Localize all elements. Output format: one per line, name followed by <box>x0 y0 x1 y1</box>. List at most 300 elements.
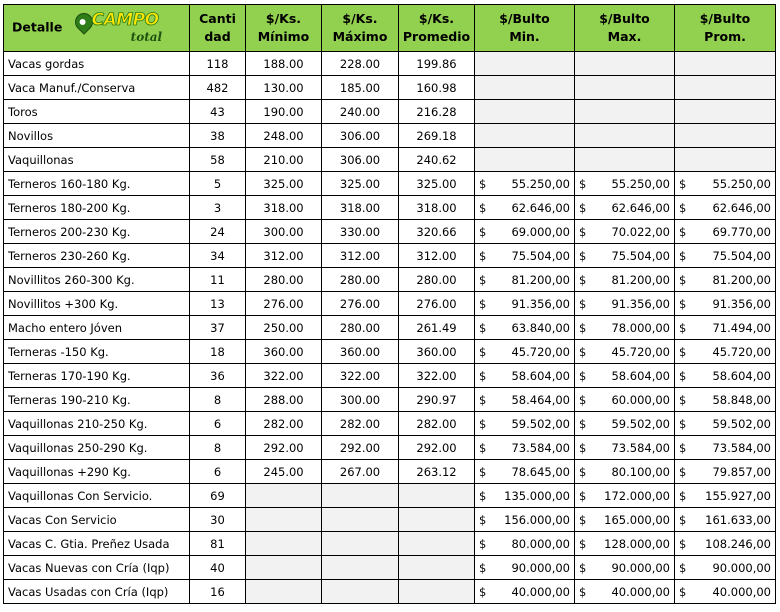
money-value: 45.720,00 <box>511 344 570 359</box>
cell-detalle: Vacas C. Gtia. Preñez Usada <box>4 532 190 556</box>
cell-bulto-min <box>475 172 575 196</box>
table-row <box>4 100 776 124</box>
cell-bulto-prom <box>675 364 776 388</box>
cell-bulto-max <box>575 52 675 76</box>
cell-ks-min: 288.00 <box>246 388 322 412</box>
money-value: 81.200,00 <box>511 272 570 287</box>
money-value: 91.356,00 <box>511 296 570 311</box>
money-value: 40.000,00 <box>611 584 670 599</box>
cell-bulto-max <box>575 388 675 412</box>
table-body <box>4 52 776 604</box>
money-value: 81.200,00 <box>712 272 771 287</box>
cell-cantidad: 58 <box>190 148 246 172</box>
cell-bulto-max <box>575 100 675 124</box>
cell-bulto-max <box>575 460 675 484</box>
money-value: 40.000,00 <box>712 584 771 599</box>
money-value: 58.604,00 <box>712 368 771 383</box>
cell-cantidad: 30 <box>190 508 246 532</box>
cell-bulto-prom <box>675 52 776 76</box>
money-value: 161.633,00 <box>705 512 771 527</box>
cell-ks-prom <box>399 532 475 556</box>
cell-bulto-min <box>475 196 575 220</box>
cell-ks-max: 280.00 <box>322 316 399 340</box>
money-value: 90.000,00 <box>611 560 670 575</box>
currency-symbol: $ <box>579 248 587 263</box>
money-value: 80.100,00 <box>611 464 670 479</box>
table-row <box>4 148 776 172</box>
cell-cantidad: 24 <box>190 220 246 244</box>
table-row <box>4 532 776 556</box>
cell-ks-max: 360.00 <box>322 340 399 364</box>
table-row <box>4 556 776 580</box>
currency-symbol: $ <box>479 272 487 287</box>
cell-ks-max: 267.00 <box>322 460 399 484</box>
cell-ks-prom: 276.00 <box>399 292 475 316</box>
cell-ks-min <box>246 532 322 556</box>
cell-bulto-min <box>475 124 575 148</box>
cell-detalle: Terneras -150 Kg. <box>4 340 190 364</box>
money-value: 73.584,00 <box>511 440 570 455</box>
cell-bulto-min <box>475 268 575 292</box>
cell-bulto-max <box>575 532 675 556</box>
cell-detalle: Terneras 170-190 Kg. <box>4 364 190 388</box>
money-value: 91.356,00 <box>712 296 771 311</box>
cell-ks-min <box>246 580 322 604</box>
money-value: 135.000,00 <box>504 488 570 503</box>
money-value: 91.356,00 <box>611 296 670 311</box>
currency-symbol: $ <box>679 344 687 359</box>
cell-bulto-min <box>475 460 575 484</box>
currency-symbol: $ <box>679 176 687 191</box>
currency-symbol: $ <box>679 272 687 287</box>
cell-cantidad: 11 <box>190 268 246 292</box>
money-value: 55.250,00 <box>511 176 570 191</box>
cell-ks-prom <box>399 484 475 508</box>
cell-cantidad: 69 <box>190 484 246 508</box>
cell-ks-min: 130.00 <box>246 76 322 100</box>
cell-ks-max <box>322 484 399 508</box>
cell-bulto-min <box>475 292 575 316</box>
currency-symbol: $ <box>579 392 587 407</box>
cell-detalle: Vaquillonas 250-290 Kg. <box>4 436 190 460</box>
cell-bulto-prom <box>675 292 776 316</box>
cell-detalle: Vacas Usadas con Cría (Iqp) <box>4 580 190 604</box>
cell-ks-max <box>322 580 399 604</box>
money-value: 73.584,00 <box>712 440 771 455</box>
cell-ks-max: 306.00 <box>322 124 399 148</box>
currency-symbol: $ <box>679 200 687 215</box>
header-detalle-label: Detalle <box>12 19 63 35</box>
cell-bulto-prom <box>675 100 776 124</box>
cell-detalle: Vacas gordas <box>4 52 190 76</box>
currency-symbol: $ <box>679 488 687 503</box>
cell-ks-prom: 269.18 <box>399 124 475 148</box>
cell-cantidad: 13 <box>190 292 246 316</box>
cell-ks-min: 325.00 <box>246 172 322 196</box>
cell-cantidad: 5 <box>190 172 246 196</box>
cell-bulto-min <box>475 76 575 100</box>
price-table <box>3 4 776 604</box>
cell-ks-min: 282.00 <box>246 412 322 436</box>
cell-cantidad: 8 <box>190 388 246 412</box>
cell-bulto-prom <box>675 220 776 244</box>
cell-bulto-min <box>475 532 575 556</box>
cell-ks-min: 245.00 <box>246 460 322 484</box>
cell-bulto-min <box>475 412 575 436</box>
cell-bulto-prom <box>675 556 776 580</box>
header-ks-prom: $/Ks. Promedio <box>399 5 475 52</box>
cell-cantidad: 6 <box>190 460 246 484</box>
currency-symbol: $ <box>479 320 487 335</box>
cell-bulto-min <box>475 244 575 268</box>
cell-ks-min: 360.00 <box>246 340 322 364</box>
cell-ks-prom: 282.00 <box>399 412 475 436</box>
currency-symbol: $ <box>579 320 587 335</box>
cell-cantidad: 3 <box>190 196 246 220</box>
cell-bulto-min <box>475 364 575 388</box>
cell-bulto-prom <box>675 460 776 484</box>
cell-ks-max: 325.00 <box>322 172 399 196</box>
currency-symbol: $ <box>479 464 487 479</box>
cell-ks-prom: 360.00 <box>399 340 475 364</box>
cell-ks-max: 240.00 <box>322 100 399 124</box>
currency-symbol: $ <box>579 416 587 431</box>
cell-ks-prom: 240.62 <box>399 148 475 172</box>
currency-symbol: $ <box>579 488 587 503</box>
currency-symbol: $ <box>579 200 587 215</box>
currency-symbol: $ <box>679 296 687 311</box>
cell-bulto-max <box>575 316 675 340</box>
cell-bulto-max <box>575 484 675 508</box>
currency-symbol: $ <box>679 248 687 263</box>
table-row <box>4 412 776 436</box>
cell-ks-min: 300.00 <box>246 220 322 244</box>
cell-bulto-max <box>575 172 675 196</box>
cell-cantidad: 34 <box>190 244 246 268</box>
cell-cantidad: 16 <box>190 580 246 604</box>
table-row <box>4 292 776 316</box>
currency-symbol: $ <box>679 584 687 599</box>
cell-bulto-max <box>575 148 675 172</box>
money-value: 71.494,00 <box>712 320 771 335</box>
cell-bulto-prom <box>675 172 776 196</box>
money-value: 90.000,00 <box>712 560 771 575</box>
currency-symbol: $ <box>679 440 687 455</box>
header-detalle <box>4 5 190 52</box>
money-value: 69.000,00 <box>511 224 570 239</box>
cell-cantidad: 118 <box>190 52 246 76</box>
cell-ks-prom: 322.00 <box>399 364 475 388</box>
currency-symbol: $ <box>679 464 687 479</box>
header-cantidad: Canti dad <box>190 5 246 52</box>
cell-bulto-min <box>475 388 575 412</box>
currency-symbol: $ <box>479 512 487 527</box>
money-value: 78.000,00 <box>611 320 670 335</box>
cell-detalle: Novillitos 260-300 Kg. <box>4 268 190 292</box>
money-value: 90.000,00 <box>511 560 570 575</box>
currency-symbol: $ <box>579 464 587 479</box>
currency-symbol: $ <box>479 392 487 407</box>
cell-detalle: Terneros 180-200 Kg. <box>4 196 190 220</box>
cell-bulto-max <box>575 220 675 244</box>
cell-ks-min: 190.00 <box>246 100 322 124</box>
currency-symbol: $ <box>579 296 587 311</box>
cell-bulto-max <box>575 124 675 148</box>
currency-symbol: $ <box>479 440 487 455</box>
money-value: 59.502,00 <box>611 416 670 431</box>
currency-symbol: $ <box>679 512 687 527</box>
cell-ks-prom: 325.00 <box>399 172 475 196</box>
header-ks-max: $/Ks. Máximo <box>322 5 399 52</box>
currency-symbol: $ <box>479 176 487 191</box>
cell-ks-prom: 312.00 <box>399 244 475 268</box>
cell-bulto-prom <box>675 436 776 460</box>
cell-ks-min: 210.00 <box>246 148 322 172</box>
cell-bulto-prom <box>675 580 776 604</box>
cell-bulto-min <box>475 436 575 460</box>
money-value: 172.000,00 <box>604 488 670 503</box>
money-value: 78.645,00 <box>511 464 570 479</box>
cell-detalle: Vaca Manuf./Conserva <box>4 76 190 100</box>
table-row <box>4 52 776 76</box>
cell-bulto-prom <box>675 340 776 364</box>
currency-symbol: $ <box>479 248 487 263</box>
cell-ks-prom: 320.66 <box>399 220 475 244</box>
cell-ks-min: 318.00 <box>246 196 322 220</box>
currency-symbol: $ <box>579 584 587 599</box>
money-value: 75.504,00 <box>611 248 670 263</box>
table-row <box>4 244 776 268</box>
currency-symbol: $ <box>479 536 487 551</box>
cell-ks-prom: 216.28 <box>399 100 475 124</box>
cell-ks-prom: 263.12 <box>399 460 475 484</box>
money-value: 45.720,00 <box>712 344 771 359</box>
cell-ks-max <box>322 532 399 556</box>
currency-symbol: $ <box>479 200 487 215</box>
cell-detalle: Vaquillonas Con Servicio. <box>4 484 190 508</box>
money-value: 73.584,00 <box>611 440 670 455</box>
cell-bulto-max <box>575 556 675 580</box>
money-value: 80.000,00 <box>511 536 570 551</box>
currency-symbol: $ <box>679 392 687 407</box>
campo-total-logo <box>75 11 167 45</box>
cell-ks-prom: 280.00 <box>399 268 475 292</box>
cell-ks-prom: 160.98 <box>399 76 475 100</box>
cell-ks-prom <box>399 556 475 580</box>
money-value: 70.022,00 <box>611 224 670 239</box>
cell-bulto-max <box>575 268 675 292</box>
cell-detalle: Terneros 160-180 Kg. <box>4 172 190 196</box>
table-row <box>4 316 776 340</box>
cell-cantidad: 36 <box>190 364 246 388</box>
cell-bulto-prom <box>675 268 776 292</box>
money-value: 63.840,00 <box>511 320 570 335</box>
cell-ks-max: 276.00 <box>322 292 399 316</box>
currency-symbol: $ <box>479 344 487 359</box>
currency-symbol: $ <box>579 440 587 455</box>
cell-ks-min: 312.00 <box>246 244 322 268</box>
money-value: 59.502,00 <box>511 416 570 431</box>
cell-ks-prom: 290.97 <box>399 388 475 412</box>
currency-symbol: $ <box>579 536 587 551</box>
cell-bulto-min <box>475 484 575 508</box>
cell-bulto-max <box>575 436 675 460</box>
cell-bulto-min <box>475 148 575 172</box>
currency-symbol: $ <box>479 224 487 239</box>
cell-detalle: Terneros 230-260 Kg. <box>4 244 190 268</box>
table-row <box>4 196 776 220</box>
cell-cantidad: 18 <box>190 340 246 364</box>
cell-cantidad: 8 <box>190 436 246 460</box>
money-value: 58.604,00 <box>611 368 670 383</box>
cell-detalle: Toros <box>4 100 190 124</box>
currency-symbol: $ <box>579 512 587 527</box>
money-value: 156.000,00 <box>504 512 570 527</box>
cell-bulto-max <box>575 76 675 100</box>
currency-symbol: $ <box>679 536 687 551</box>
cell-cantidad: 38 <box>190 124 246 148</box>
cell-detalle: Terneros 200-230 Kg. <box>4 220 190 244</box>
money-value: 58.848,00 <box>712 392 771 407</box>
cell-detalle: Novillos <box>4 124 190 148</box>
table-row <box>4 364 776 388</box>
cell-cantidad: 40 <box>190 556 246 580</box>
cell-detalle: Vaquillonas 210-250 Kg. <box>4 412 190 436</box>
currency-symbol: $ <box>479 296 487 311</box>
cell-bulto-min <box>475 100 575 124</box>
table-row <box>4 124 776 148</box>
money-value: 58.464,00 <box>511 392 570 407</box>
money-value: 155.927,00 <box>705 488 771 503</box>
cell-detalle: Terneras 190-210 Kg. <box>4 388 190 412</box>
cell-bulto-min <box>475 220 575 244</box>
currency-symbol: $ <box>679 560 687 575</box>
cell-bulto-max <box>575 580 675 604</box>
money-value: 75.504,00 <box>712 248 771 263</box>
cell-detalle: Vacas Nuevas con Cría (Iqp) <box>4 556 190 580</box>
cell-detalle: Vaquillonas +290 Kg. <box>4 460 190 484</box>
currency-symbol: $ <box>479 368 487 383</box>
cell-bulto-prom <box>675 508 776 532</box>
cell-ks-max: 292.00 <box>322 436 399 460</box>
cell-bulto-prom <box>675 244 776 268</box>
cell-ks-min: 250.00 <box>246 316 322 340</box>
table-row <box>4 172 776 196</box>
cell-bulto-max <box>575 244 675 268</box>
cell-detalle: Vaquillonas <box>4 148 190 172</box>
table-row <box>4 340 776 364</box>
cell-ks-max: 306.00 <box>322 148 399 172</box>
table-row <box>4 436 776 460</box>
table-row <box>4 460 776 484</box>
money-value: 45.720,00 <box>611 344 670 359</box>
cell-ks-max: 330.00 <box>322 220 399 244</box>
table-row <box>4 484 776 508</box>
cell-ks-min: 280.00 <box>246 268 322 292</box>
money-value: 59.502,00 <box>712 416 771 431</box>
cell-cantidad: 43 <box>190 100 246 124</box>
money-value: 108.246,00 <box>705 536 771 551</box>
cell-cantidad: 37 <box>190 316 246 340</box>
cell-ks-max: 185.00 <box>322 76 399 100</box>
currency-symbol: $ <box>479 416 487 431</box>
currency-symbol: $ <box>579 272 587 287</box>
header-ks-min: $/Ks. Mínimo <box>246 5 322 52</box>
cell-ks-min: 188.00 <box>246 52 322 76</box>
currency-symbol: $ <box>579 224 587 239</box>
currency-symbol: $ <box>579 344 587 359</box>
money-value: 60.000,00 <box>611 392 670 407</box>
cell-ks-min <box>246 556 322 580</box>
cell-bulto-prom <box>675 484 776 508</box>
logo-text-campo: CAMPO <box>91 10 159 30</box>
currency-symbol: $ <box>679 368 687 383</box>
cell-ks-min: 276.00 <box>246 292 322 316</box>
money-value: 40.000,00 <box>511 584 570 599</box>
cell-ks-prom: 292.00 <box>399 436 475 460</box>
table-row <box>4 76 776 100</box>
cell-ks-max: 318.00 <box>322 196 399 220</box>
currency-symbol: $ <box>579 560 587 575</box>
cell-bulto-max <box>575 292 675 316</box>
price-report <box>3 4 776 604</box>
cell-bulto-min <box>475 52 575 76</box>
currency-symbol: $ <box>679 320 687 335</box>
header-bulto-prom: $/Bulto Prom. <box>675 5 776 52</box>
cell-ks-min <box>246 484 322 508</box>
currency-symbol: $ <box>479 560 487 575</box>
cell-ks-prom <box>399 580 475 604</box>
cell-bulto-min <box>475 340 575 364</box>
cell-bulto-prom <box>675 388 776 412</box>
money-value: 79.857,00 <box>712 464 771 479</box>
cell-ks-min <box>246 508 322 532</box>
money-value: 75.504,00 <box>511 248 570 263</box>
money-value: 58.604,00 <box>511 368 570 383</box>
currency-symbol: $ <box>579 176 587 191</box>
cell-bulto-min <box>475 316 575 340</box>
currency-symbol: $ <box>679 224 687 239</box>
table-row <box>4 580 776 604</box>
currency-symbol: $ <box>679 416 687 431</box>
cell-bulto-prom <box>675 124 776 148</box>
cell-cantidad: 482 <box>190 76 246 100</box>
cell-bulto-max <box>575 340 675 364</box>
currency-symbol: $ <box>579 368 587 383</box>
cell-bulto-prom <box>675 532 776 556</box>
cell-ks-max: 282.00 <box>322 412 399 436</box>
table-row <box>4 388 776 412</box>
header-bulto-max: $/Bulto Max. <box>575 5 675 52</box>
cell-ks-max: 312.00 <box>322 244 399 268</box>
cell-bulto-prom <box>675 148 776 172</box>
table-row <box>4 508 776 532</box>
money-value: 62.646,00 <box>511 200 570 215</box>
header-row <box>4 5 776 52</box>
cell-ks-max: 228.00 <box>322 52 399 76</box>
cell-cantidad: 81 <box>190 532 246 556</box>
money-value: 81.200,00 <box>611 272 670 287</box>
cell-bulto-prom <box>675 196 776 220</box>
cell-ks-prom: 199.86 <box>399 52 475 76</box>
cell-bulto-prom <box>675 76 776 100</box>
money-value: 62.646,00 <box>712 200 771 215</box>
logo-text-total: total <box>130 30 163 44</box>
cell-ks-min: 292.00 <box>246 436 322 460</box>
cell-bulto-max <box>575 508 675 532</box>
cell-ks-max: 300.00 <box>322 388 399 412</box>
cell-detalle: Vacas Con Servicio <box>4 508 190 532</box>
